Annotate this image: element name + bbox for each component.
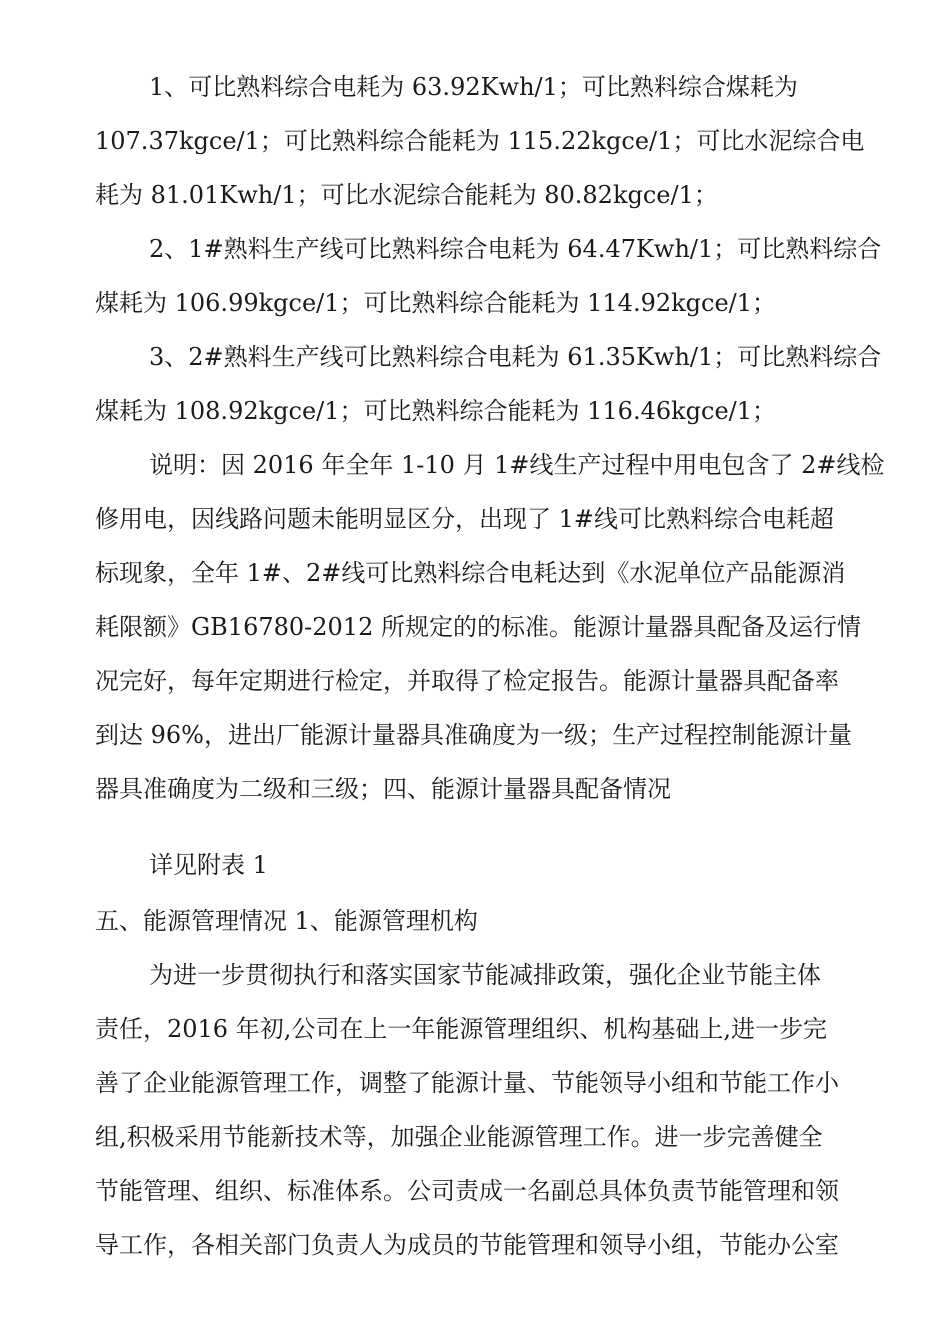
text-line: 耗限额》GB16780-2012 所规定的的标准。能源计量器具配备及运行情 xyxy=(95,613,861,641)
text-line: 详见附表 1 xyxy=(149,851,268,879)
paragraph-energy-organization xyxy=(95,948,870,1272)
text-line: 说明：因 2016 年全年 1-10 月 1#线生产过程中用电包含了 2#线检 xyxy=(149,451,885,479)
text-line: 节能管理、组织、标准体系。公司责成一名副总具体负责节能管理和领 xyxy=(95,1177,839,1205)
text-line: 况完好，每年定期进行检定，并取得了检定报告。能源计量器具配备率 xyxy=(95,667,839,695)
section-heading-energy-management xyxy=(95,894,870,948)
text-line: 责任，2016 年初,公司在上一年能源管理组织、机构基础上,进一步完 xyxy=(95,1015,827,1043)
text-line: 到达 96%，进出厂能源计量器具准确度为一级；生产过程控制能源计量 xyxy=(95,721,852,749)
text-line: 组,积极采用节能新技术等，加强企业能源管理工作。进一步完善健全 xyxy=(95,1123,823,1151)
paragraph-line-2 xyxy=(95,330,882,438)
text-line: 器具准确度为二级和三级；四、能源计量器具配备情况 xyxy=(95,775,671,803)
text-line: 107.37kgce/1；可比熟料综合能耗为 115.22kgce/1；可比水泥综合电 xyxy=(95,127,865,155)
text-line: 3、2#熟料生产线可比熟料综合电耗为 61.35Kwh/1；可比熟料综合 xyxy=(149,343,882,371)
text-line: 善了企业能源管理工作，调整了能源计量、节能领导小组和节能工作小 xyxy=(95,1069,839,1097)
text-line: 导工作，各相关部门负责人为成员的节能管理和领导小组，节能办公室 xyxy=(95,1231,839,1259)
text-line: 耗为 81.01Kwh/1；可比水泥综合能耗为 80.82kgce/1； xyxy=(95,181,718,209)
paragraph-explanation xyxy=(95,438,885,816)
text-line: 煤耗为 108.92kgce/1；可比熟料综合能耗为 116.46kgce/1； xyxy=(95,397,777,425)
text-line: 标现象，全年 1#、2#线可比熟料综合电耗达到《水泥单位产品能源消 xyxy=(95,559,846,587)
paragraph-line-1 xyxy=(95,222,882,330)
text-line: 1、可比熟料综合电耗为 63.92Kwh/1；可比熟料综合煤耗为 xyxy=(149,73,798,101)
text-line: 煤耗为 106.99kgce/1；可比熟料综合能耗为 114.92kgce/1； xyxy=(95,289,777,317)
document-page xyxy=(95,60,885,1272)
text-line: 2、1#熟料生产线可比熟料综合电耗为 64.47Kwh/1；可比熟料综合 xyxy=(149,235,882,263)
text-line: 修用电，因线路问题未能明显区分，出现了 1#线可比熟料综合电耗超 xyxy=(95,505,835,533)
paragraph-clinker-overall xyxy=(95,60,870,222)
paragraph-see-appendix xyxy=(95,838,870,892)
text-line: 为进一步贯彻执行和落实国家节能减排政策，强化企业节能主体 xyxy=(149,961,821,989)
text-line: 五、能源管理情况 1、能源管理机构 xyxy=(95,907,478,935)
